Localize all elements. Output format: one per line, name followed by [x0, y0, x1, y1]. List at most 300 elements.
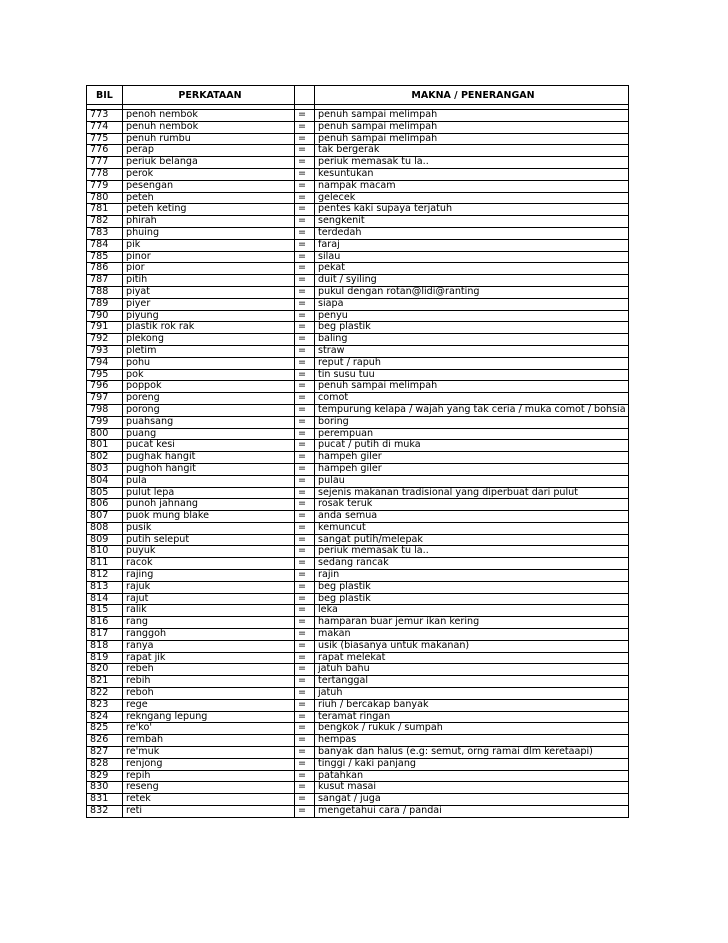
row-meaning: nampak macam — [315, 180, 629, 192]
row-equals: = — [295, 357, 315, 369]
row-number: 783 — [87, 227, 123, 239]
table-row — [87, 345, 629, 357]
table-header — [87, 86, 629, 105]
row-number: 776 — [87, 145, 123, 157]
row-number: 774 — [87, 121, 123, 133]
row-meaning: hamparan buar jemur ikan kering — [315, 617, 629, 629]
row-word: pletim — [123, 345, 295, 357]
row-meaning: sangat / juga — [315, 794, 629, 806]
row-number: 831 — [87, 794, 123, 806]
row-number: 817 — [87, 629, 123, 641]
row-number: 818 — [87, 640, 123, 652]
row-equals: = — [295, 699, 315, 711]
table-row — [87, 534, 629, 546]
row-number: 827 — [87, 747, 123, 759]
row-number: 780 — [87, 192, 123, 204]
row-word: pula — [123, 475, 295, 487]
row-word: rembah — [123, 735, 295, 747]
row-number: 815 — [87, 605, 123, 617]
row-meaning: penuh sampai melimpah — [315, 381, 629, 393]
row-number: 777 — [87, 157, 123, 169]
row-number: 821 — [87, 676, 123, 688]
row-word: piyat — [123, 286, 295, 298]
row-meaning: periuk memasak tu la.. — [315, 157, 629, 169]
row-word: ranggoh — [123, 629, 295, 641]
row-word: piyung — [123, 310, 295, 322]
row-number: 828 — [87, 758, 123, 770]
table-row — [87, 204, 629, 216]
row-meaning: beg plastik — [315, 322, 629, 334]
row-word: putih seleput — [123, 534, 295, 546]
row-equals: = — [295, 192, 315, 204]
row-meaning: gelecek — [315, 192, 629, 204]
row-meaning: mengetahui cara / pandai — [315, 806, 629, 818]
row-word: pulut lepa — [123, 487, 295, 499]
row-word: puyuk — [123, 546, 295, 558]
row-equals: = — [295, 723, 315, 735]
row-number: 832 — [87, 806, 123, 818]
table-row — [87, 157, 629, 169]
table-row — [87, 570, 629, 582]
table-row — [87, 558, 629, 570]
row-word: rebeh — [123, 664, 295, 676]
row-meaning: penuh sampai melimpah — [315, 121, 629, 133]
row-equals: = — [295, 593, 315, 605]
table-row — [87, 192, 629, 204]
row-number: 801 — [87, 440, 123, 452]
table-row — [87, 652, 629, 664]
row-meaning: faraj — [315, 239, 629, 251]
row-number: 784 — [87, 239, 123, 251]
row-equals: = — [295, 334, 315, 346]
row-equals: = — [295, 747, 315, 759]
row-meaning: penyu — [315, 310, 629, 322]
row-meaning: anda semua — [315, 511, 629, 523]
table-row — [87, 322, 629, 334]
row-number: 830 — [87, 782, 123, 794]
table-row — [87, 487, 629, 499]
table-row — [87, 711, 629, 723]
row-meaning: jatuh bahu — [315, 664, 629, 676]
row-word: pusik — [123, 522, 295, 534]
row-number: 791 — [87, 322, 123, 334]
row-meaning: sangat putih/melepak — [315, 534, 629, 546]
row-meaning: kesuntukan — [315, 168, 629, 180]
row-equals: = — [295, 393, 315, 405]
table-row — [87, 239, 629, 251]
table-row — [87, 428, 629, 440]
table-row — [87, 605, 629, 617]
row-equals: = — [295, 499, 315, 511]
row-meaning: rosak teruk — [315, 499, 629, 511]
table-row — [87, 640, 629, 652]
row-number: 823 — [87, 699, 123, 711]
row-equals: = — [295, 688, 315, 700]
row-number: 792 — [87, 334, 123, 346]
row-equals: = — [295, 204, 315, 216]
row-word: re'ko' — [123, 723, 295, 735]
row-equals: = — [295, 133, 315, 145]
row-meaning: pulau — [315, 475, 629, 487]
row-equals: = — [295, 369, 315, 381]
row-word: penuh nembok — [123, 121, 295, 133]
row-meaning: tin susu tuu — [315, 369, 629, 381]
row-word: perap — [123, 145, 295, 157]
row-number: 785 — [87, 251, 123, 263]
row-number: 808 — [87, 522, 123, 534]
row-word: phuing — [123, 227, 295, 239]
table-row — [87, 110, 629, 122]
table-row — [87, 794, 629, 806]
row-equals: = — [295, 617, 315, 629]
row-equals: = — [295, 286, 315, 298]
table-row — [87, 758, 629, 770]
row-meaning: straw — [315, 345, 629, 357]
row-meaning: pekat — [315, 263, 629, 275]
table-row — [87, 145, 629, 157]
row-number: 795 — [87, 369, 123, 381]
table-row — [87, 440, 629, 452]
table-row — [87, 180, 629, 192]
table-row — [87, 463, 629, 475]
row-meaning: teramat ringan — [315, 711, 629, 723]
row-word: pinor — [123, 251, 295, 263]
row-meaning: penuh sampai melimpah — [315, 133, 629, 145]
row-word: periuk belanga — [123, 157, 295, 169]
row-number: 781 — [87, 204, 123, 216]
row-equals: = — [295, 251, 315, 263]
table-row — [87, 251, 629, 263]
row-number: 789 — [87, 298, 123, 310]
row-equals: = — [295, 428, 315, 440]
table-row — [87, 723, 629, 735]
row-word: re'muk — [123, 747, 295, 759]
table-row — [87, 357, 629, 369]
row-number: 802 — [87, 452, 123, 464]
table-row — [87, 806, 629, 818]
row-meaning: jatuh — [315, 688, 629, 700]
row-meaning: periuk memasak tu la.. — [315, 546, 629, 558]
row-number: 788 — [87, 286, 123, 298]
row-word: rajing — [123, 570, 295, 582]
row-word: pucat kesi — [123, 440, 295, 452]
row-meaning: kemuncut — [315, 522, 629, 534]
row-equals: = — [295, 157, 315, 169]
row-word: peteh — [123, 192, 295, 204]
row-meaning: tempurung kelapa / wajah yang tak ceria / muka comot / bohsia — [315, 404, 629, 416]
table-row — [87, 522, 629, 534]
row-equals: = — [295, 711, 315, 723]
table-row — [87, 617, 629, 629]
row-number: 797 — [87, 393, 123, 405]
row-word: penuh rumbu — [123, 133, 295, 145]
row-number: 787 — [87, 275, 123, 287]
row-number: 779 — [87, 180, 123, 192]
row-number: 798 — [87, 404, 123, 416]
row-word: porong — [123, 404, 295, 416]
row-equals: = — [295, 110, 315, 122]
row-word: rekngang lepung — [123, 711, 295, 723]
row-equals: = — [295, 263, 315, 275]
row-number: 806 — [87, 499, 123, 511]
row-number: 814 — [87, 593, 123, 605]
row-meaning: leka — [315, 605, 629, 617]
row-number: 829 — [87, 770, 123, 782]
row-equals: = — [295, 581, 315, 593]
row-number: 819 — [87, 652, 123, 664]
row-equals: = — [295, 145, 315, 157]
table-row — [87, 581, 629, 593]
row-number: 775 — [87, 133, 123, 145]
table-body — [87, 110, 629, 818]
table-row — [87, 369, 629, 381]
row-number: 790 — [87, 310, 123, 322]
row-equals: = — [295, 463, 315, 475]
row-equals: = — [295, 735, 315, 747]
table-row — [87, 227, 629, 239]
row-number: 820 — [87, 664, 123, 676]
row-meaning: rapat melekat — [315, 652, 629, 664]
table-row — [87, 629, 629, 641]
row-meaning: reput / rapuh — [315, 357, 629, 369]
table-row — [87, 133, 629, 145]
row-word: rajut — [123, 593, 295, 605]
row-meaning: perempuan — [315, 428, 629, 440]
row-equals: = — [295, 216, 315, 228]
row-number: 805 — [87, 487, 123, 499]
row-equals: = — [295, 676, 315, 688]
table-row — [87, 475, 629, 487]
row-equals: = — [295, 605, 315, 617]
table-row — [87, 393, 629, 405]
row-meaning: makan — [315, 629, 629, 641]
row-meaning: sejenis makanan tradisional yang diperbuat dari pulut — [315, 487, 629, 499]
row-word: rajuk — [123, 581, 295, 593]
row-word: pughoh hangit — [123, 463, 295, 475]
row-number: 799 — [87, 416, 123, 428]
row-meaning: penuh sampai melimpah — [315, 110, 629, 122]
row-equals: = — [295, 664, 315, 676]
row-number: 810 — [87, 546, 123, 558]
row-equals: = — [295, 345, 315, 357]
table-row — [87, 334, 629, 346]
row-word: plekong — [123, 334, 295, 346]
row-word: pior — [123, 263, 295, 275]
row-equals: = — [295, 570, 315, 582]
row-word: pik — [123, 239, 295, 251]
row-word: plastik rok rak — [123, 322, 295, 334]
row-equals: = — [295, 558, 315, 570]
row-meaning: rajin — [315, 570, 629, 582]
row-equals: = — [295, 416, 315, 428]
row-meaning: siapa — [315, 298, 629, 310]
table-row — [87, 310, 629, 322]
row-word: puok mung blake — [123, 511, 295, 523]
table-row — [87, 298, 629, 310]
row-meaning: bengkok / rukuk / sumpah — [315, 723, 629, 735]
row-meaning: sedang rancak — [315, 558, 629, 570]
table-row — [87, 404, 629, 416]
row-meaning: banyak dan halus (e.g: semut, orng ramai dlm keretaapi) — [315, 747, 629, 759]
row-number: 804 — [87, 475, 123, 487]
header-blank — [295, 86, 315, 105]
table-row — [87, 452, 629, 464]
row-word: punoh jahnang — [123, 499, 295, 511]
row-word: repih — [123, 770, 295, 782]
row-number: 782 — [87, 216, 123, 228]
row-equals: = — [295, 227, 315, 239]
table-row — [87, 593, 629, 605]
row-equals: = — [295, 452, 315, 464]
row-word: reseng — [123, 782, 295, 794]
row-meaning: beg plastik — [315, 581, 629, 593]
row-meaning: tinggi / kaki panjang — [315, 758, 629, 770]
row-meaning: tertanggal — [315, 676, 629, 688]
row-meaning: comot — [315, 393, 629, 405]
row-meaning: hempas — [315, 735, 629, 747]
row-word: puahsang — [123, 416, 295, 428]
row-word: renjong — [123, 758, 295, 770]
row-meaning: pucat / putih di muka — [315, 440, 629, 452]
row-meaning: hampeh giler — [315, 452, 629, 464]
row-word: peteh keting — [123, 204, 295, 216]
row-equals: = — [295, 275, 315, 287]
row-word: retek — [123, 794, 295, 806]
row-number: 807 — [87, 511, 123, 523]
row-equals: = — [295, 381, 315, 393]
row-word: rebih — [123, 676, 295, 688]
row-equals: = — [295, 758, 315, 770]
row-word: pok — [123, 369, 295, 381]
row-word: perok — [123, 168, 295, 180]
table-row — [87, 664, 629, 676]
row-meaning: riuh / bercakap banyak — [315, 699, 629, 711]
row-equals: = — [295, 440, 315, 452]
row-equals: = — [295, 534, 315, 546]
row-equals: = — [295, 322, 315, 334]
table-row — [87, 546, 629, 558]
row-word: piyer — [123, 298, 295, 310]
row-word: rang — [123, 617, 295, 629]
row-number: 773 — [87, 110, 123, 122]
row-equals: = — [295, 180, 315, 192]
row-word: reboh — [123, 688, 295, 700]
row-meaning: terdedah — [315, 227, 629, 239]
row-number: 825 — [87, 723, 123, 735]
row-number: 809 — [87, 534, 123, 546]
row-number: 793 — [87, 345, 123, 357]
table-row — [87, 782, 629, 794]
row-number: 796 — [87, 381, 123, 393]
row-word: poreng — [123, 393, 295, 405]
row-number: 778 — [87, 168, 123, 180]
glossary-table — [86, 85, 629, 818]
table-row — [87, 168, 629, 180]
row-equals: = — [295, 511, 315, 523]
row-equals: = — [295, 487, 315, 499]
row-meaning: silau — [315, 251, 629, 263]
row-number: 813 — [87, 581, 123, 593]
row-meaning: tak bergerak — [315, 145, 629, 157]
row-equals: = — [295, 404, 315, 416]
row-equals: = — [295, 770, 315, 782]
row-equals: = — [295, 782, 315, 794]
row-meaning: duit / syiling — [315, 275, 629, 287]
row-number: 811 — [87, 558, 123, 570]
table-row — [87, 286, 629, 298]
table-row — [87, 770, 629, 782]
row-word: pohu — [123, 357, 295, 369]
row-equals: = — [295, 239, 315, 251]
row-number: 786 — [87, 263, 123, 275]
row-number: 824 — [87, 711, 123, 723]
row-equals: = — [295, 629, 315, 641]
table-row — [87, 699, 629, 711]
row-meaning: patahkan — [315, 770, 629, 782]
table-row — [87, 735, 629, 747]
row-word: pitih — [123, 275, 295, 287]
row-number: 794 — [87, 357, 123, 369]
row-word: poppok — [123, 381, 295, 393]
row-meaning: pukul dengan rotan@lidi@ranting — [315, 286, 629, 298]
header-bil: BIL — [87, 86, 123, 105]
table-row — [87, 381, 629, 393]
row-equals: = — [295, 121, 315, 133]
table-row — [87, 688, 629, 700]
row-word: rege — [123, 699, 295, 711]
header-makna: MAKNA / PENERANGAN — [315, 86, 629, 105]
table-row — [87, 676, 629, 688]
row-equals: = — [295, 475, 315, 487]
table-row — [87, 747, 629, 759]
table-row — [87, 216, 629, 228]
row-meaning: kusut masai — [315, 782, 629, 794]
row-meaning: baling — [315, 334, 629, 346]
row-meaning: pentes kaki supaya terjatuh — [315, 204, 629, 216]
row-word: phirah — [123, 216, 295, 228]
row-equals: = — [295, 298, 315, 310]
table-row — [87, 416, 629, 428]
row-equals: = — [295, 310, 315, 322]
row-number: 812 — [87, 570, 123, 582]
row-meaning: boring — [315, 416, 629, 428]
table-row — [87, 499, 629, 511]
row-equals: = — [295, 546, 315, 558]
row-meaning: beg plastik — [315, 593, 629, 605]
row-meaning: usik (biasanya untuk makanan) — [315, 640, 629, 652]
row-word: rapat jik — [123, 652, 295, 664]
row-equals: = — [295, 640, 315, 652]
row-meaning: hampeh giler — [315, 463, 629, 475]
row-equals: = — [295, 806, 315, 818]
row-word: reti — [123, 806, 295, 818]
table-row — [87, 275, 629, 287]
row-word: pughak hangit — [123, 452, 295, 464]
row-number: 826 — [87, 735, 123, 747]
row-word: puang — [123, 428, 295, 440]
row-number: 800 — [87, 428, 123, 440]
row-word: ranya — [123, 640, 295, 652]
header-perkataan: PERKATAAN — [123, 86, 295, 105]
row-meaning: sengkenit — [315, 216, 629, 228]
table-row — [87, 121, 629, 133]
row-word: ralik — [123, 605, 295, 617]
row-number: 816 — [87, 617, 123, 629]
row-word: pesengan — [123, 180, 295, 192]
table-row — [87, 511, 629, 523]
row-number: 822 — [87, 688, 123, 700]
row-word: racok — [123, 558, 295, 570]
